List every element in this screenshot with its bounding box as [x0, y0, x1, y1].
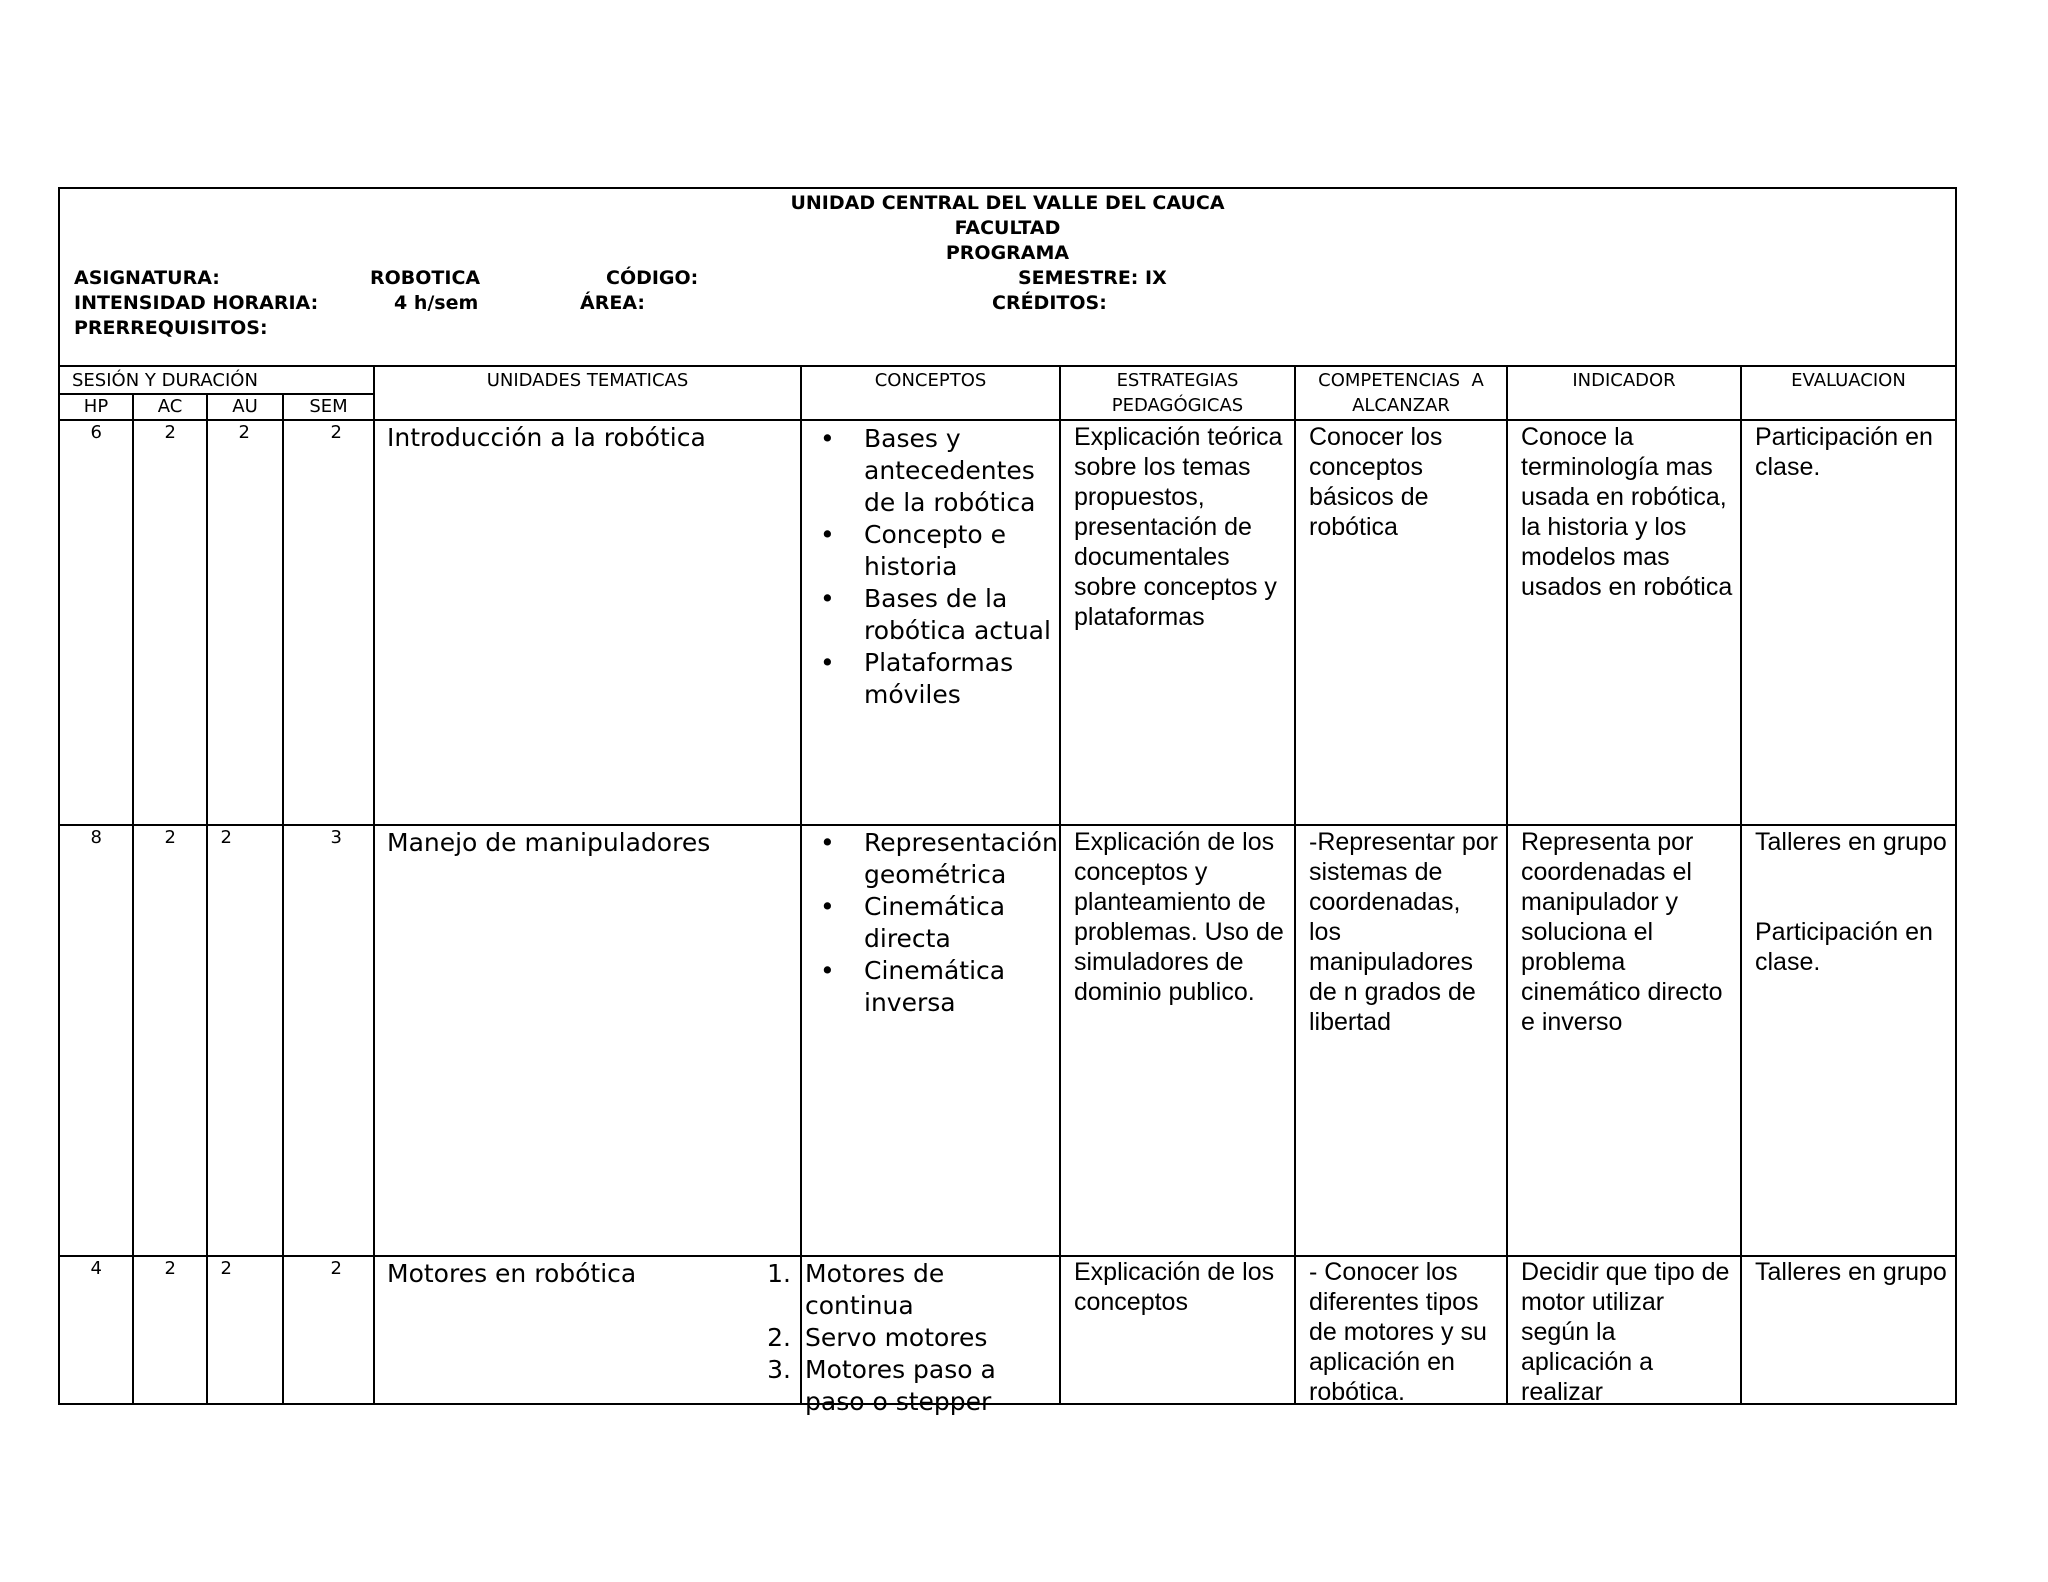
evaluacion-text: Talleres en grupo [1755, 1258, 1947, 1286]
estrategias-header-2: PEDAGÓGICAS [1111, 395, 1244, 416]
bullet-icon: • [820, 424, 835, 453]
grid-line [800, 367, 802, 1405]
list-item: 2. Servo motores [767, 1323, 988, 1352]
bullet-icon: • [820, 892, 835, 921]
hp-value: 6 [90, 422, 102, 443]
indicador-text: Decidir que tipo de motor utilizar según la aplicación a realizar [1521, 1258, 1730, 1406]
grid-line [1059, 367, 1061, 1405]
sem-value: 2 [330, 422, 342, 443]
evaluacion-text: Participación en clase. [1755, 423, 1933, 481]
conceptos-ordered-list [767, 1258, 1057, 1418]
asignatura-label: ASIGNATURA: [74, 267, 220, 289]
grid-line [60, 419, 1955, 421]
ac-header: AC [157, 396, 183, 417]
evaluacion-text: Talleres en grupo [1755, 828, 1947, 856]
competencias-header-2: ALCANZAR [1352, 395, 1450, 416]
program-label: PROGRAMA [945, 242, 1070, 264]
grid-line [1506, 367, 1508, 1405]
competencias-text: -Representar por sistemas de coordenadas, los manipuladores de n grados de libertad [1309, 828, 1498, 1036]
intensidad-value: 4 h/sem [394, 292, 479, 314]
unidad-tematica: Motores en robótica [387, 1259, 637, 1288]
grid-line [1294, 367, 1296, 1405]
sem-header: SEM [309, 396, 348, 417]
prerrequisitos-label: PRERREQUISITOS: [74, 317, 268, 339]
au-header: AU [232, 396, 258, 417]
list-number: 3. [767, 1355, 791, 1384]
list-item: • Bases y antecedentes de la robótica [820, 424, 1036, 517]
estrategias-text: Explicación de los conceptos y planteamiento de problemas. Uso de simuladores de dominio publico. [1074, 828, 1284, 1006]
competencias-header-1: COMPETENCIAS A [1318, 370, 1484, 391]
evaluacion-text: Participación en clase. [1755, 918, 1933, 976]
list-item: • Plataformas móviles [820, 648, 1014, 709]
semestre-label: SEMESTRE: IX [1018, 267, 1167, 289]
sesion-header: SESIÓN Y DURACIÓN [72, 370, 258, 391]
unidad-tematica: Introducción a la robótica [387, 423, 706, 452]
ac-value: 2 [164, 422, 176, 443]
grid-line [206, 394, 208, 1405]
grid-line [282, 394, 284, 1405]
conceptos-header: CONCEPTOS [874, 370, 987, 391]
list-item: 1. Motores de continua [767, 1259, 945, 1320]
bullet-icon: • [820, 828, 835, 857]
grid-line [132, 394, 134, 1405]
area-label: ÁREA: [580, 292, 645, 314]
indicador-text: Representa por coordenadas el manipulador y soluciona el problema cinemático directo e inverso [1521, 828, 1723, 1036]
institution-name: UNIDAD CENTRAL DEL VALLE DEL CAUCA [790, 192, 1225, 214]
grid-line [60, 393, 373, 395]
grid-line [1740, 367, 1742, 1405]
unidades-header: UNIDADES TEMATICAS [486, 370, 689, 391]
document-header [60, 189, 1955, 367]
competencias-text: Conocer los conceptos básicos de robótica [1309, 423, 1443, 541]
intensidad-label: INTENSIDAD HORARIA: [74, 292, 319, 314]
estrategias-text: Explicación de los conceptos [1074, 1258, 1275, 1316]
indicador-text: Conoce la terminología mas usada en robótica, la historia y los modelos mas usados en robótica [1521, 423, 1733, 601]
creditos-label: CRÉDITOS: [992, 292, 1107, 314]
conceptos-list [810, 827, 1056, 1019]
asignatura-value: ROBOTICA [370, 267, 481, 289]
sem-value: 2 [330, 1258, 342, 1279]
ac-value: 2 [164, 1258, 176, 1279]
estrategias-text: Explicación teórica sobre los temas propuestos, presentación de documentales sobre conceptos y plataformas [1074, 423, 1283, 631]
list-number: 1. [767, 1259, 791, 1288]
list-item: • Bases de la robótica actual [820, 584, 1051, 645]
faculty-label: FACULTAD [954, 217, 1061, 239]
bullet-icon: • [820, 956, 835, 985]
codigo-label: CÓDIGO: [606, 267, 699, 289]
unidad-tematica: Manejo de manipuladores [387, 828, 711, 857]
hp-header: HP [83, 396, 109, 417]
hp-value: 8 [90, 827, 102, 848]
list-item: • Concepto e historia [820, 520, 1007, 581]
evaluacion-header: EVALUACION [1791, 370, 1906, 391]
bullet-icon: • [820, 520, 835, 549]
bullet-icon: • [820, 648, 835, 677]
indicador-header: INDICADOR [1572, 370, 1676, 391]
list-item: • Representación geométrica [820, 828, 1058, 889]
grid-line [60, 824, 1955, 826]
ac-value: 2 [164, 827, 176, 848]
grid-line [373, 367, 375, 1405]
au-value: 2 [220, 827, 232, 848]
list-number: 2. [767, 1323, 791, 1352]
list-item: • Cinemática inversa [820, 956, 1006, 1017]
estrategias-header-1: ESTRATEGIAS [1116, 370, 1239, 391]
au-value: 2 [220, 1258, 232, 1279]
conceptos-list [810, 423, 1056, 711]
au-value: 2 [238, 422, 250, 443]
list-item: • Cinemática directa [820, 892, 1006, 953]
competencias-text: - Conocer los diferentes tipos de motores y su aplicación en robótica. [1309, 1258, 1487, 1406]
list-item: 3. Motores paso a paso o stepper [767, 1355, 996, 1416]
sem-value: 3 [330, 827, 342, 848]
bullet-icon: • [820, 584, 835, 613]
syllabus-document [58, 187, 1957, 1416]
hp-value: 4 [90, 1258, 102, 1279]
